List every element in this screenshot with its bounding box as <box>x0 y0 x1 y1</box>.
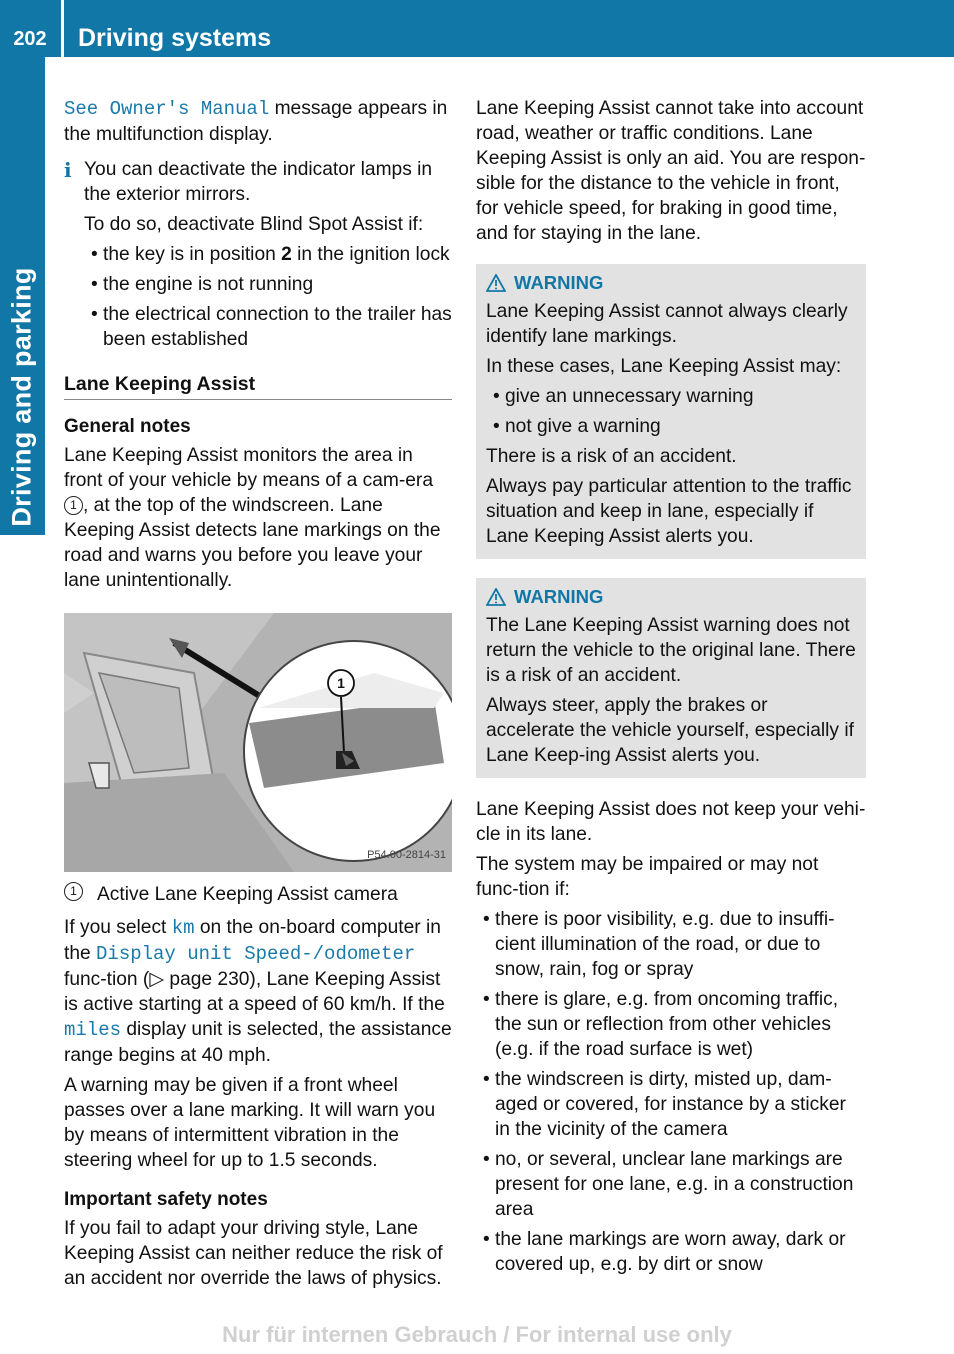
list-item: • give an unnecessary warning <box>486 384 856 409</box>
info-todo: To do so, deactivate Blind Spot Assist if: <box>84 214 424 235</box>
list-item: • the engine is not running <box>84 272 452 297</box>
caption-number: 1 <box>64 882 83 901</box>
side-tab <box>0 57 45 535</box>
right-column <box>476 96 866 1282</box>
page-title: Driving systems <box>78 24 272 52</box>
svg-text:1: 1 <box>337 675 345 691</box>
warning-box-1 <box>476 264 866 559</box>
right-intro: Lane Keeping Assist cannot take into account road, weather or traffic conditions. Lane Keeping Assist is only an aid. You are respon-sible for the distance to the vehicle in front, for vehicle speed, for braking in good time, and for staying in the lane. <box>476 98 866 244</box>
warning-heading: WARNING <box>486 270 856 295</box>
impaired-text: The system may be impaired or may not func-tion if: <box>476 854 819 900</box>
car-interior-illustration <box>64 613 452 872</box>
info-list <box>84 242 452 352</box>
warning-paragraph: A warning may be given if a front wheel passes over a lane marking. It will warn you by means of intermittent vibration in the steering wheel for up to 1.5 seconds. <box>64 1075 436 1171</box>
info-note <box>64 157 452 352</box>
warning-triangle-icon <box>486 588 506 606</box>
list-item: • there is poor visibility, e.g. due to insuffi-cient illumination of the road, or due to snow, rain, fog or spray <box>476 907 866 982</box>
list-item: • the key is in position 2 in the ignition lock <box>84 242 452 267</box>
info-icon: i <box>64 158 72 182</box>
caption-text: Active Lane Keeping Assist camera <box>97 884 398 905</box>
footer-watermark: Nur für internen Gebrauch / For internal use only <box>222 1322 732 1347</box>
callout-number: 1 <box>64 496 83 515</box>
list-item: • there is glare, e.g. from oncoming traffic, the sun or reflection from other vehicles (e.g. if the road surface is wet) <box>476 987 866 1062</box>
impairment-list <box>476 907 866 1277</box>
general-notes-text: Lane Keeping Assist monitors the area in front of your vehicle by means of a cam-era 1 , at the top of the windscreen. Lane Keeping Assist detects lane markings on the road and warns you before you leave your lane unintentionally. <box>64 445 441 591</box>
side-tab-label: Driving and parking <box>6 267 37 527</box>
list-item: • no, or several, unclear lane markings are present for one lane, e.g. in a construction area <box>476 1147 866 1222</box>
warning-heading: WARNING <box>486 584 856 609</box>
list-item: • the electrical connection to the trailer has been established <box>84 302 452 352</box>
figure-caption <box>64 882 452 907</box>
camera-figure <box>64 613 452 872</box>
list-item: • the windscreen is dirty, misted up, dam-aged or covered, for instance by a sticker in the vicinity of the camera <box>476 1067 866 1142</box>
warning-text: The Lane Keeping Assist warning does not return the vehicle to the original lane. There is a risk of an accident. <box>486 615 856 686</box>
display-message-code: See Owner's Manual <box>64 98 270 120</box>
select-paragraph: If you select km on the on-board computer in the Display unit Speed-/odometer func-tion (▷ page 230), Lane Keeping Assist is active starting at a speed of 60 km/h. If the miles display unit is selected, the assistance range begins at 40 mph. <box>64 917 452 1066</box>
subheading-safety-notes: Important safety notes <box>64 1189 268 1210</box>
warning-box-2 <box>476 578 866 778</box>
warning-list <box>486 384 856 439</box>
section-heading: Lane Keeping Assist <box>64 372 452 400</box>
warning-text: There is a risk of an accident. <box>486 446 737 467</box>
list-item: • the lane markings are worn away, dark or covered up, e.g. by dirt or snow <box>476 1227 866 1277</box>
intro-paragraph: See Owner's Manual message appears in the multifunction display. <box>64 98 448 145</box>
figure-code: P54.00-2814-31 <box>367 849 446 861</box>
subheading-general-notes: General notes <box>64 416 191 437</box>
warning-text: Lane Keeping Assist cannot always clearly identify lane markings. <box>486 301 848 347</box>
info-text: You can deactivate the indicator lamps in the exterior mirrors. <box>84 159 433 205</box>
warning-text: Always pay particular attention to the traffic situation and keep in lane, especially if Lane Keeping Assist alerts you. <box>486 476 852 547</box>
warning-text: In these cases, Lane Keeping Assist may: <box>486 356 842 377</box>
list-item: • not give a warning <box>486 414 856 439</box>
warning-text: Always steer, apply the brakes or accelerate the vehicle yourself, especially if Lane Keep-ing Assist alerts you. <box>486 695 854 766</box>
header-divider <box>61 0 64 57</box>
page-number: 202 <box>13 28 47 50</box>
left-column <box>64 96 452 1296</box>
keep-lane-text: Lane Keeping Assist does not keep your vehi-cle in its lane. <box>476 799 866 845</box>
header-bar <box>0 0 954 57</box>
safety-text: If you fail to adapt your driving style, Lane Keeping Assist can neither reduce the risk of an accident nor override the laws of physics. <box>64 1218 443 1289</box>
warning-triangle-icon <box>486 274 506 292</box>
